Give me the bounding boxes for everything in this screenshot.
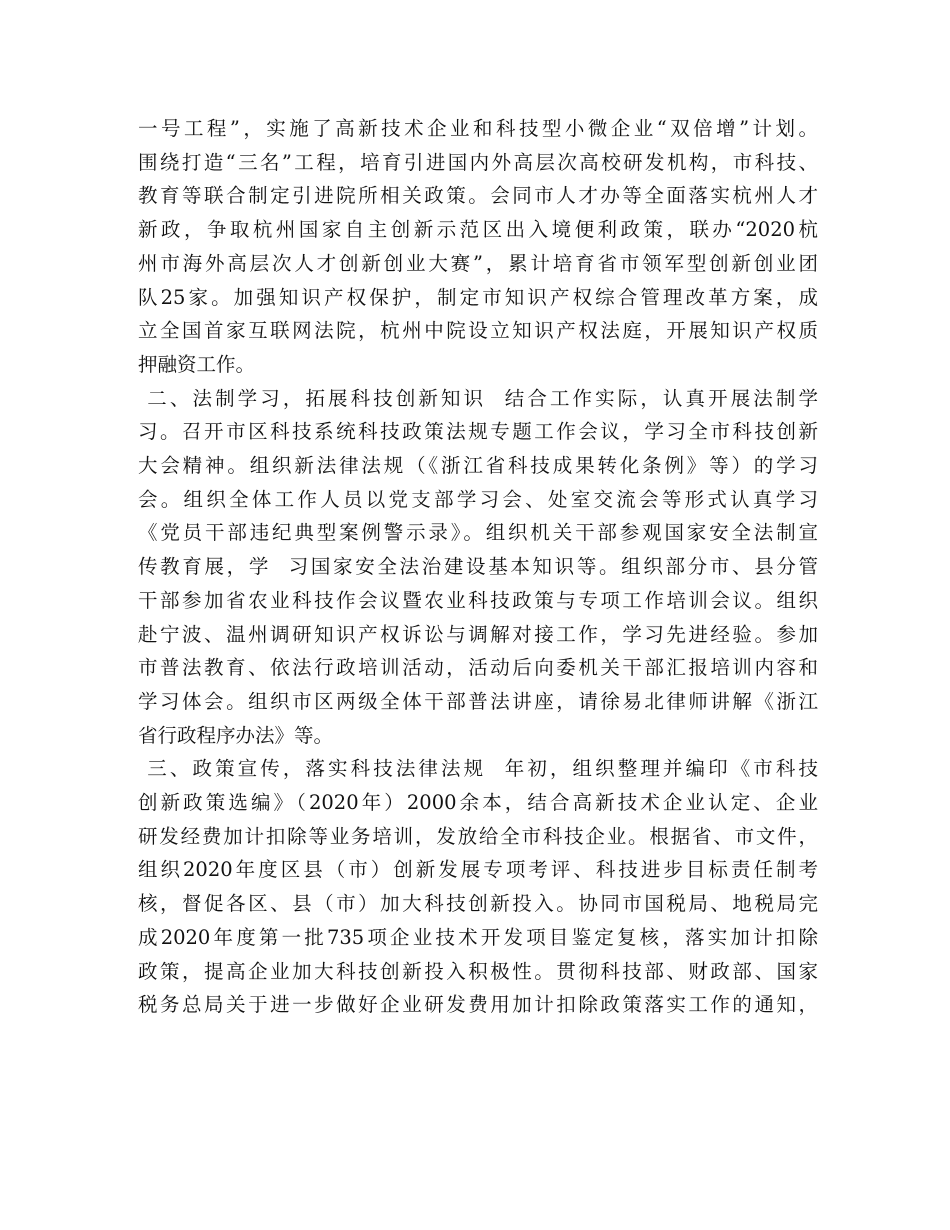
text-line: 一号工程”，实施了高新技术企业和科技型小微企业“双倍增”计划。 [138,117,818,140]
text-line: 组织2020年度区县（市）创新发展专项考评、科技进步目标责任制考 [138,858,818,882]
document-body [138,112,818,1022]
text-line: 州市海外高层次人才创新创业大赛”，累计培育省市领军型创新创业团 [138,251,818,275]
text-line: 教育等联合制定引进院所相关政策。会同市人才办等全面落实杭州人才 [138,184,818,208]
text-line: 三、政策宣传，落实科技法律法规 年初，组织整理并编印《市科技 [138,757,818,781]
text-line: 干部参加省农业科技作会议暨农业科技政策与专项工作培训会议。组织 [138,588,818,612]
text-line: 围绕打造“三名”工程，培育引进国内外高层次高校研发机构，市科技、 [138,150,818,174]
text-line: 会。组织全体工作人员以党支部学习会、处室交流会等形式认真学习 [138,487,818,511]
text-line: 市普法教育、依法行政培训活动，活动后向委机关干部汇报培训内容和 [138,656,818,680]
text-line: 研发经费加计扣除等业务培训，发放给全市科技企业。根据省、市文件， [138,824,818,848]
text-line: 押融资工作。 [138,352,256,376]
text-line: 学习体会。组织市区两级全体干部普法讲座，请徐易北律师讲解《浙江 [138,689,818,713]
text-line: 省行政程序办法》等。 [138,723,334,747]
text-line: 新政，争取杭州国家自主创新示范区出入境便利政策，联办“2020杭 [138,218,818,242]
text-line: 大会精神。组织新法律法规（《浙江省科技成果转化条例》等）的学习 [138,454,818,478]
text-line: 习。召开市区科技系统科技政策法规专题工作会议，学习全市科技创新 [138,420,818,444]
text-line: 立全国首家互联网法院，杭州中院设立知识产权法庭，开展知识产权质 [138,319,818,343]
text-line: 税务总局关于进一步做好企业研发费用加计扣除政策落实工作的通知， [138,993,818,1017]
text-line: 传教育展，学 习国家安全法治建设基本知识等。组织部分市、县分管 [138,555,818,579]
text-line: 二、法制学习，拓展科技创新知识 结合工作实际，认真开展法制学 [138,386,818,410]
text-line: 成2020年度第一批735项企业技术开发项目鉴定复核，落实加计扣除 [138,925,818,949]
text-line: 队25家。加强知识产权保护，制定市知识产权综合管理改革方案，成 [138,285,818,309]
text-line: 创新政策选编》（2020年）2000余本，结合高新技术企业认定、企业 [138,791,818,815]
text-line: 《党员干部违纪典型案例警示录》。组织机关干部参观国家安全法制宣 [138,521,818,545]
text-line: 政策，提高企业加大科技创新投入积极性。贯彻科技部、财政部、国家 [138,959,818,983]
text-line: 赴宁波、温州调研知识产权诉讼与调解对接工作，学习先进经验。参加 [138,622,818,646]
text-line: 核，督促各区、县（市）加大科技创新投入。协同市国税局、地税局完 [138,892,818,916]
